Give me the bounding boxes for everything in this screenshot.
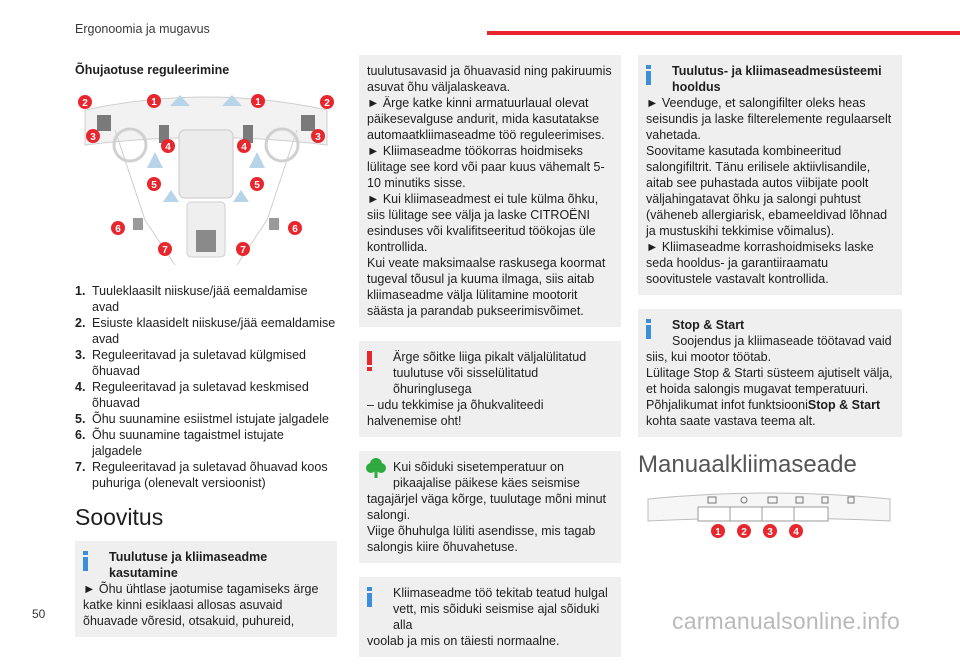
eco-tree-icon: [365, 457, 387, 479]
diagram-marker-2: 2: [324, 98, 330, 109]
diagram-marker-5: 5: [151, 180, 157, 191]
legend-number: 4.: [75, 380, 86, 394]
column-1: [75, 60, 337, 651]
info-box-title: Stop & Start: [672, 318, 745, 332]
heading-recommendations: Soovitus: [75, 504, 164, 530]
diagram-marker-1: 1: [255, 97, 261, 108]
info-icon: [646, 319, 651, 339]
info-box-title: Tuulutus- ja kliimaseadmesüsteemi hooldus: [672, 64, 882, 94]
legend-item: [75, 427, 337, 459]
legend-text: Õhu suunamine esiistmel istujate jalgadele: [92, 412, 329, 426]
info-icon: [646, 65, 651, 85]
legend-text: Reguleeritavad ja suletavad külgmised õhuavad: [92, 348, 307, 378]
legend-number: 6.: [75, 428, 86, 442]
header-title: Ergonoomia ja mugavus: [75, 22, 210, 36]
reference-text: Põhjalikumat infot funktsiooni: [646, 398, 808, 412]
legend-text: Tuuleklaasilt niiskuse/jää eemaldamise avad: [92, 284, 308, 314]
diagram-marker-4: 4: [241, 142, 247, 153]
diagram-marker-4: 4: [165, 142, 171, 153]
legend-number: 2.: [75, 316, 86, 330]
panel-marker-3: 3: [767, 527, 773, 538]
column-3: [638, 55, 902, 553]
watermark: carmanualsonline.info: [672, 608, 900, 634]
info-lead: Kliimaseadme töö tekitab teatud hulgal vett, mis sõiduki seismise ajal sõiduki alla: [393, 586, 608, 632]
legend-item: [75, 459, 337, 491]
air-distribution-diagram: [75, 90, 337, 265]
info-icon: [367, 587, 372, 607]
info-box-ventilation-use: [75, 541, 337, 637]
warning-icon: [367, 351, 372, 371]
diagram-marker-3: 3: [315, 132, 321, 143]
info-icon: [83, 551, 88, 571]
info-box-lead: Soojendus ja kliimaseade töötavad vaid: [672, 334, 892, 348]
info-box-text: ► Veenduge, et salongifilter oleks heas seisundis ja laske filterelemente regulaarselt vahetada. Soovitame kasutada kombineeritud salongifiltrit. Tänu erilisele aktiivlisandile, aitab see puhastada autos viibijate poolt väljahingatavat õhku ja salongi puhtust (väheneb allergiarisk, ebameeldivad lõhnad ja mustuskihi tekkimise võimalus). ► Kliimaseadme korrashoidmiseks laske seda hooldus- ja garantiiraamatu soovitustele vastavalt kontrollida.: [646, 96, 892, 286]
info-text: voolab ja mis on täiesti normaalne.: [367, 634, 560, 648]
panel-marker-1: 1: [715, 527, 721, 538]
page-number: 50: [32, 607, 46, 621]
info-box-ventilation-use-continued: tuulutusavasid ja õhuavasid ning pakiruumis asuvat õhu väljalaskeava. ► Ärge katke kinni armatuurlaual olevat päikesevalguse andurit, mida kasutatakse automaatkliimaseadme töö reguleerimises. ► Kliimaseadme töökorras hoidmiseks lülitage see kord või paar kuus vähemalt 5-10 minutiks sisse. ► Kui kliimaseadmest ei tule külma õhku, siis lülitage see välja ja laske CITROËNI esinduses või kvalifitseeritud töökojas üle kontrollida. Kui veate maksimaalse raskusega koormat tugeval tõusul ja kuuma ilmaga, siis aitab kliimaseadme välja lülitamine mootorit säästa ja parandab pukseerimisvõimet.: [359, 55, 621, 327]
legend-item: [75, 283, 337, 315]
info-box-stop-start: [638, 309, 902, 437]
section-title-air-distribution: Õhujaotuse reguleerimine: [75, 63, 230, 77]
legend-number: 3.: [75, 348, 86, 362]
legend-item: [75, 379, 337, 411]
warning-box: [359, 341, 621, 437]
diagram-marker-1: 1: [151, 97, 157, 108]
reference-link[interactable]: Stop & Start: [807, 398, 881, 412]
eco-box: [359, 451, 621, 563]
legend-text: Reguleeritavad ja suletavad keskmised õhuavad: [92, 380, 309, 410]
legend-item: [75, 347, 337, 379]
diagram-marker-7: 7: [162, 245, 168, 256]
eco-lead: Kui sõiduki sisetemperatuur on pikaajalise päikese käes seismise: [393, 460, 580, 490]
warning-text: – udu tekkimise ja õhukvaliteedi halvenemise oht!: [367, 398, 544, 428]
panel-marker-2: 2: [741, 527, 747, 538]
warning-lead: Ärge sõitke liiga pikalt väljalülitatud tuulutuse või sisselülitatud õhuringlusega: [393, 350, 587, 396]
column-2: [359, 55, 621, 671]
info-box-text: siis, kui mootor töötab. Lülitage Stop & Starti süsteem ajutiselt välja, et hoida salongis mugavat temperatuuri.: [646, 350, 893, 396]
header-accent-bar: [487, 31, 960, 35]
reference-text-end: kohta saate vastava teema alt.: [646, 414, 816, 428]
info-box-reference: [646, 397, 894, 429]
legend-text: Õhu suunamine tagaistmel istujate jalgadele: [92, 428, 284, 458]
info-box-condensation: [359, 577, 621, 657]
info-box-text: ► Õhu ühtlase jaotumise tagamiseks ärge katke kinni esiklaasi allosas asuvaid õhuavade võresid, otsakuid, puhureid,: [83, 582, 319, 628]
legend-text: Reguleeritavad ja suletavad õhuavad koos puhuriga (olenevalt versioonist): [92, 460, 328, 490]
eco-text: tagajärjel väga kõrge, tuulutage mõni minut salongi. Viige õhuhulga lüliti asendisse, mis tagab salongis kiire õhuvahetuse.: [367, 492, 607, 554]
diagram-marker-5: 5: [254, 180, 260, 191]
diagram-marker-3: 3: [90, 132, 96, 143]
info-box-title: Tuulutuse ja kliimaseadme kasutamine: [109, 550, 268, 580]
panel-marker-4: 4: [793, 527, 799, 538]
diagram-marker-6: 6: [115, 224, 121, 235]
diagram-marker-7: 7: [240, 245, 246, 256]
info-box-maintenance: [638, 55, 902, 295]
diagram-marker-6: 6: [292, 224, 298, 235]
heading-manual-ac: Manuaalkliimaseade: [638, 451, 857, 478]
legend-text: Esiuste klaasidelt niiskuse/jää eemaldamise avad: [92, 316, 336, 346]
manual-ac-panel-illustration: [638, 489, 900, 549]
legend-item: [75, 411, 337, 427]
air-outlet-legend: [75, 283, 337, 491]
diagram-marker-2: 2: [82, 98, 88, 109]
legend-number: 1.: [75, 284, 86, 298]
legend-item: [75, 315, 337, 347]
legend-number: 5.: [75, 412, 86, 426]
legend-number: 7.: [75, 460, 86, 474]
